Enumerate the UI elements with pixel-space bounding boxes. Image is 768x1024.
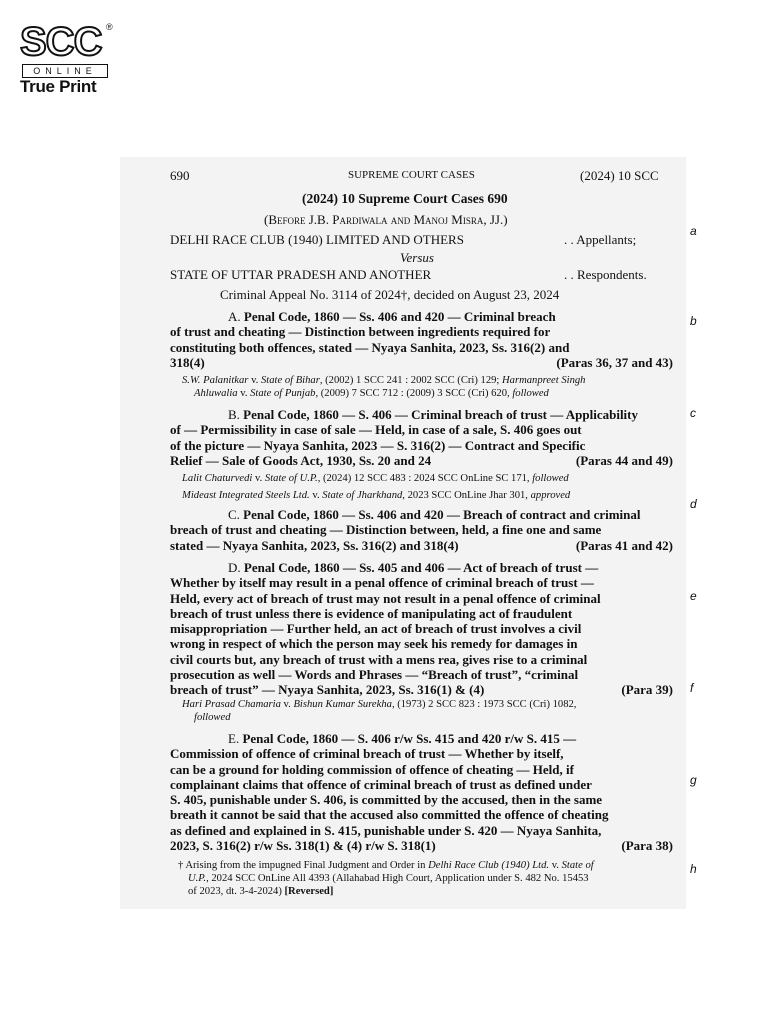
headnote-a: A. Penal Code, 1860 — Ss. 406 and 420 — Criminal breach of trust and cheating — Distinction between ingredients required for constituting both offences, stated — Nyaya Sanhita, 2023, Ss. 316(2) and 318(4) (Paras 36, 37 and 43) [170,309,673,370]
headnote-b: B. Penal Code, 1860 — S. 406 — Criminal breach of trust — Applicability of — Permissibility in case of sale — Held, in case of a sale, S. 406 goes out of the picture — Nyaya Sanhita, 2023 — S. 316(2) — Contract and Specific Relief — Sale of Goods Act, 1930, Ss. 20 and 24 (Paras 44 and 49) [170,407,673,468]
page-number: 690 [170,168,190,183]
margin-letter-g: g [690,773,697,787]
headnote-b-citations: Lalit Chaturvedi v. State of U.P., (2024) 12 SCC 483 : 2024 SCC OnLine SC 171, followed Mideast Integrated Steels Ltd. v. State of Jharkhand, 2023 SCC OnLine Jhar 301, approved [182,473,571,501]
logo-registered-mark: ® [106,22,113,32]
margin-letter-a: a [690,224,697,238]
margin-letter-e: e [690,589,697,603]
margin-letter-d: d [690,497,697,511]
running-volume: (2024) 10 SCC [580,168,659,183]
headnote-e: E. Penal Code, 1860 — S. 406 r/w Ss. 415 and 420 r/w S. 415 — Commission of offence of criminal breach of trust — Whether by itself, can be a ground for holding commission of offence of cheating — Held, if complainant claims that offence of criminal breach of trust as defined under S. 405, punishable under S. 406, is committed by the accused, then in the same breath it cannot be said that the accused also committed the offence of cheating as defined and explained in S. 415, punishable under S. 420 — Nyaya Sanhita, 2023, S. 316(2) r/w Ss. 318(1) & (4) r/w S. 318(1) (Para 38) [170,731,673,854]
logo-online: ONLINE [22,64,108,78]
headnote-c-paras: (Paras 41 and 42) [575,537,673,553]
headnote-a-citations: S.W. Palanitkar v. State of Bihar, (2002) 1 SCC 241 : 2002 SCC (Cri) 129; Harmanpreet Singh Ahluwalia v. State of Punjab, (2009) 7 SCC 712 : (2009) 3 SCC (Cri) 620, followed [182,375,586,399]
appellant-name: DELHI RACE CLUB (1940) LIMITED AND OTHERS [170,232,464,247]
headnote-b-paras: (Paras 44 and 49) [575,452,673,468]
headnote-a-paras: (Paras 36, 37 and 43) [556,354,673,370]
headnote-d-paras: (Para 39) [621,682,673,698]
footnote: † Arising from the impugned Final Judgment and Order in Delhi Race Club (1940) Ltd. v. State of U.P., 2024 SCC OnLine All 4393 (Allahabad High Court, Application under S. 482 No. 15453 of 2023, dt. 3-4-2024) [Reversed] [178,860,594,897]
headnote-d: D. Penal Code, 1860 — Ss. 405 and 406 — Act of breach of trust — Whether by itself may result in a penal offence of criminal breach of trust — Held, every act of breach of trust may not result in a penal offence of criminal breach of trust unless there is evidence of manipulating act of fraudulent misappropriation — Further held, an act of breach of trust involves a civil wrong in respect of which the person may seek his remedy for damages in civil courts but, any breach of trust with a mens rea, gives rise to a criminal prosecution as well — Words and Phrases — “Breach of trust”, “criminal breach of trust” — Nyaya Sanhita, 2023, Ss. 316(1) & (4) (Para 39) [170,560,673,698]
respondent-name: STATE OF UTTAR PRADESH AND ANOTHER [170,267,432,282]
headnote-e-paras: (Para 38) [621,838,673,854]
running-title: SUPREME COURT CASES [348,169,475,181]
margin-letter-f: f [690,681,694,695]
scc-online-logo [20,20,120,96]
appellant-role: . . Appellants; [564,232,637,247]
case-citation: (2024) 10 Supreme Court Cases 690 [302,191,508,206]
versus: Versus [400,250,434,265]
appeal-info: Criminal Appeal No. 3114 of 2024†, decided on August 23, 2024 [220,287,560,302]
margin-letter-c: c [690,406,696,420]
respondent-role: . . Respondents. [564,267,647,282]
headnote-c: C. Penal Code, 1860 — Ss. 406 and 420 — Breach of contract and criminal breach of trust and cheating — Distinction between, held, a fine one and same stated — Nyaya Sanhita, 2023, Ss. 316(2) and 318(4) (Paras 41 and 42) [170,507,673,553]
margin-letter-h: h [690,862,697,876]
logo-brand: SCC [20,20,102,64]
headnote-d-citations: Hari Prasad Chamaria v. Bishun Kumar Surekha, (1973) 2 SCC 823 : 1973 SCC (Cri) 1082, followed [182,699,577,723]
scanned-page [120,157,686,909]
logo-tagline: True Print [20,77,97,96]
margin-letter-b: b [690,314,697,328]
bench: (Before J.B. Pardiwala and Manoj Misra, JJ.) [264,212,508,227]
